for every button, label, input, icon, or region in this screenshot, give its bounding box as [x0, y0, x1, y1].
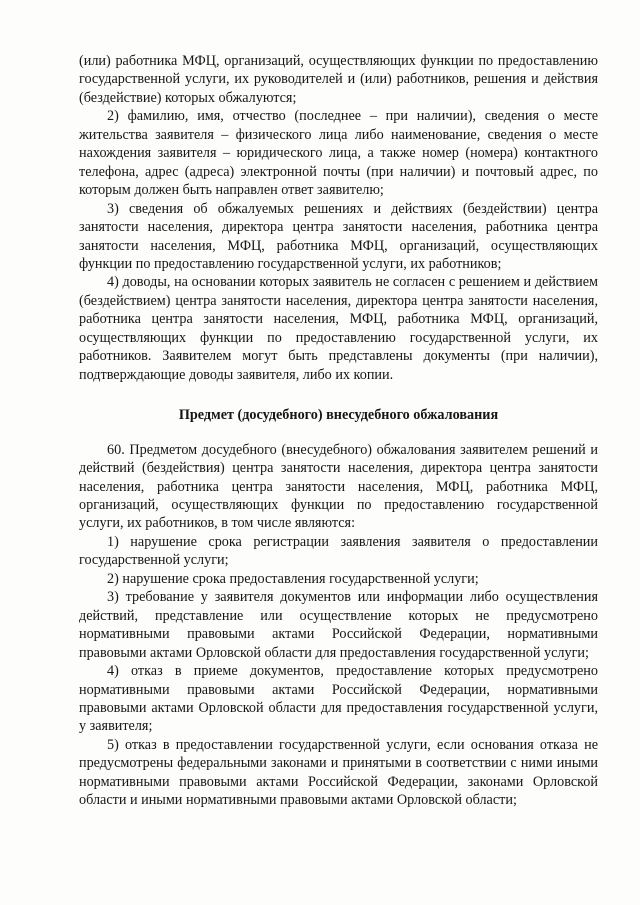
- list-item-4: 4) отказ в приеме документов, предоставление которых предусмотрено нормативными правовыми актами Российской Федерации, нормативными правовыми актами Орловской области для предоставления государственной услуги, у заявителя;: [79, 663, 598, 735]
- paragraph-item-3: 3) сведения об обжалуемых решениях и действиях (бездействии) центра занятости населения, директора центра занятости населения, работника центра занятости населения, МФЦ, работника МФЦ, организаций, осуществляющих функции по предоставлению государственной услуги, их работников;: [79, 200, 598, 272]
- paragraph-item-4: 4) доводы, на основании которых заявитель не согласен с решением и действием (бездействием) центра занятости населения, директора центра занятости населения, работника центра занятости населения, МФЦ, работника МФЦ, организаций, осуществляющих функции по предоставлению государственной услуги, их работников. Заявителем могут быть представлены документы (при наличии), подтверждающие доводы заявителя, либо их копии.: [79, 274, 598, 383]
- list-item-1: 1) нарушение срока регистрации заявления заявителя о предоставлении государственной услуги;: [79, 533, 598, 569]
- section-heading: Предмет (досудебного) внесудебного обжалования: [178, 407, 499, 424]
- paragraph-item-2: 2) фамилию, имя, отчество (последнее – при наличии), сведения о месте жительства заявителя – физического лица либо наименование, сведения о месте нахождения заявителя – юридического лица, а также номер (номера) контактного телефона, адрес (адреса) электронной почты (при наличии) и почтовый адрес, по которым должен быть направлен ответ заявителю;: [79, 108, 598, 199]
- list-item-2: 2) нарушение срока предоставления государственной услуги;: [107, 570, 479, 587]
- list-item-3: 3) требование у заявителя документов или информации либо осуществления действий, представление или осуществление которых не предусмотрено нормативными правовыми актами Российской Федерации, нормативными правовыми актами Орловской области для предоставления государственной услуги;: [79, 589, 598, 661]
- list-item-5: 5) отказ в предоставлении государственной услуги, если основания отказа не предусмотрены федеральными законами и принятыми в соответствии с ними иными нормативными правовыми актами Российской Федерации, законами Орловской области и иными нормативными правовыми актами Орловской области;: [79, 736, 598, 809]
- paragraph-continuation: (или) работника МФЦ, организаций, осуществляющих функции по предоставлению государственной услуги, их руководителей и (или) работников, решения и действия (бездействие) которых обжалуются;: [79, 53, 598, 106]
- paragraph-60: 60. Предметом досудебного (внесудебного) обжалования заявителем решений и действий (бездействия) центра занятости населения, директора центра занятости населения, работника центра занятости населения, МФЦ, работника МФЦ, организаций, осуществляющих функции по предоставлению государственной услуги, их работников, в том числе являются:: [79, 441, 598, 532]
